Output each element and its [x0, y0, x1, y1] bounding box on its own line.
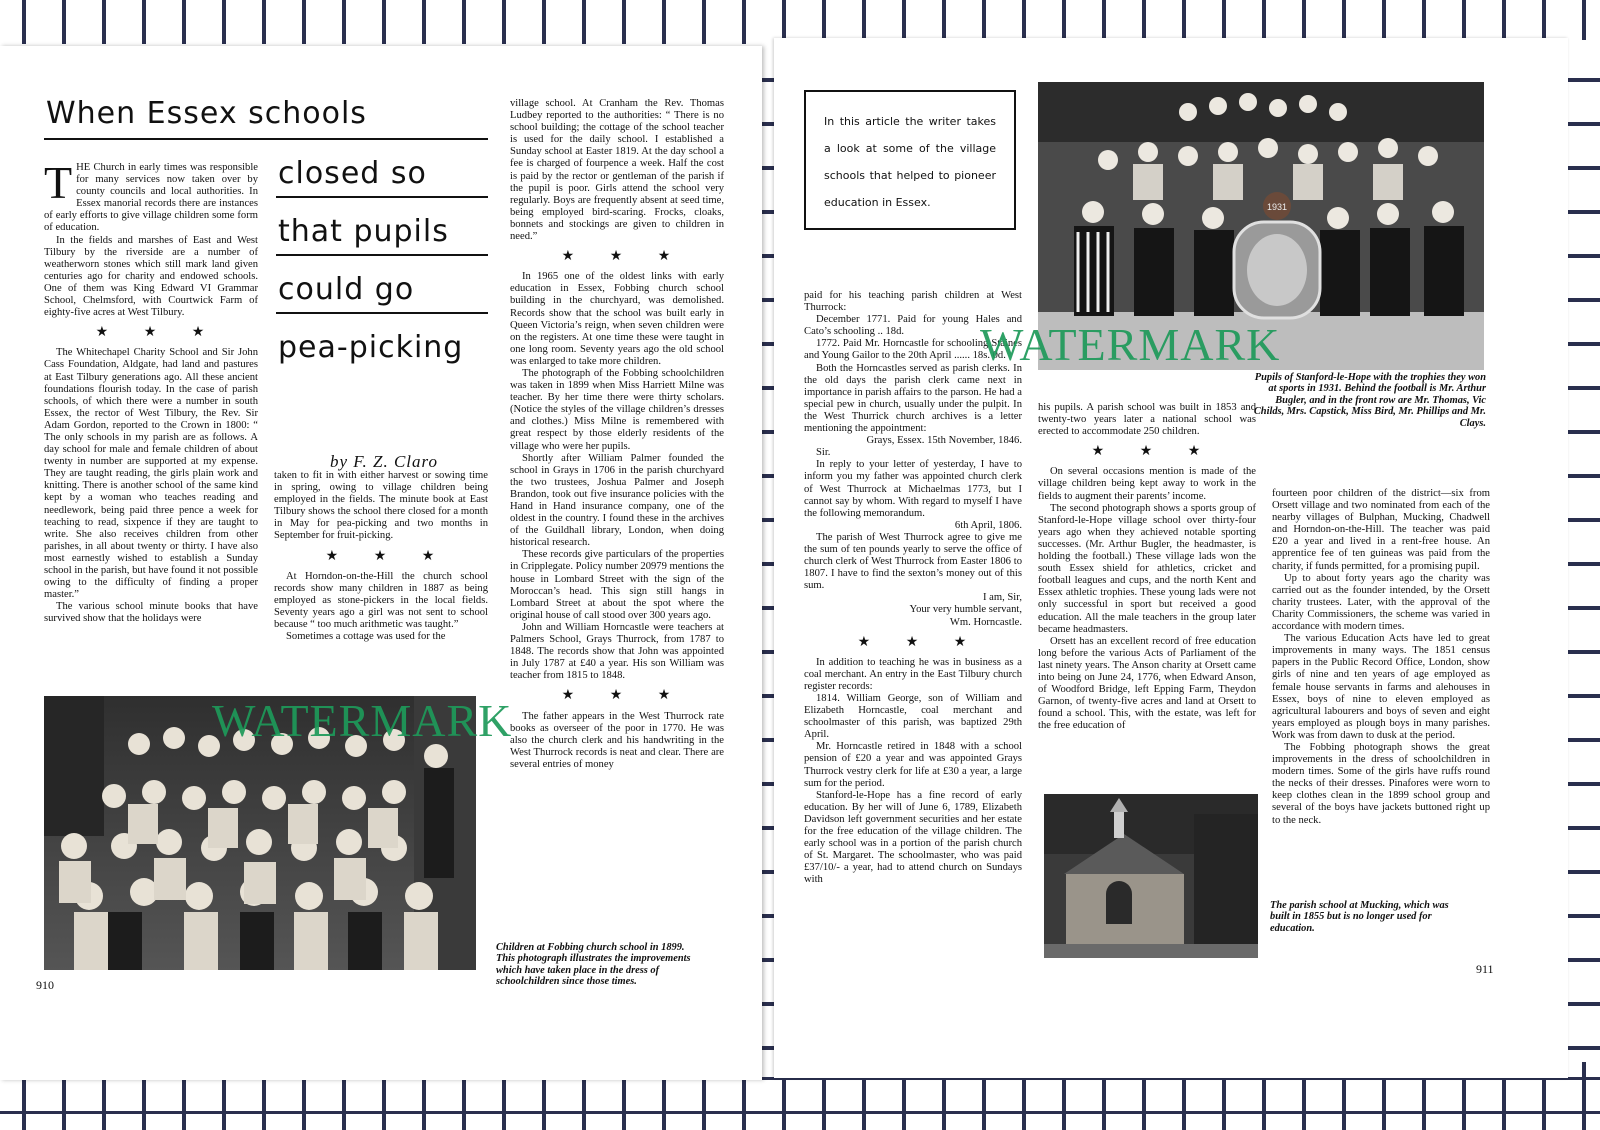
- letter-closing: I am, Sir,: [982, 592, 1022, 604]
- paragraph: John and William Horncastle were teachers at Palmers School, Grays Thurrock, from 1787 to 1848. The records show that John was appointed in July 1787 at £40 a year. His son William was teacher from 1815 to 1848.: [510, 621, 724, 682]
- paragraph: On several occasions mention is made of the village children being kept away to work in the fields to augment their parents’ income.: [1038, 466, 1256, 502]
- headline-rule: [276, 196, 488, 198]
- paragraph: In addition to teaching he was in business as a coal merchant. An entry in the East Tilbury church register records:: [804, 656, 1022, 692]
- right-page: [774, 38, 1568, 1078]
- paragraph: The photograph of the Fobbing schoolchildren was taken in 1899 when Miss Harriett Milne was teacher. By her time there were thirty scholars. (Notice the styles of the village children’s dresses and clothes.) Miss Milne is remembered with great respect by those elderly residents of the village who were her pupils.: [510, 367, 724, 452]
- paragraph: Up to about forty years ago the charity was carried out as the founder intended, by the Orsett charity trustees. Later, with the approval of the Charity Commissioners, the scheme was varied in accordance with modern times.: [1272, 572, 1490, 633]
- paragraph: Shortly after William Palmer founded the school in Grays in 1706 in the parish churchyard the two trustees, Joshua Palmer and Joseph Brandon, took out five insurance policies with the Hand in Hand insurance company, one of the oldest in the country. I found these in the archives of the Guildhall library, London, when doing historical research.: [510, 452, 724, 549]
- letter-closing: Your very humble servant,: [909, 604, 1022, 616]
- paragraph: The parish of West Thurrock agree to give me the sum of ten pounds yearly to serve the office of church clerk of West Thurrock from Easter 1806 to 1807. I have to find the sexton’s money out of this sum.: [804, 531, 1022, 592]
- letter-date: 6th April, 1806.: [954, 519, 1022, 531]
- section-separator: ★ ★ ★: [857, 634, 983, 650]
- section-separator: ★ ★ ★: [561, 249, 687, 265]
- headline-line-4: could go: [278, 272, 415, 307]
- mucking-photo-caption: The parish school at Mucking, which was built in 1855 but is no longer used for education.: [1270, 900, 1449, 934]
- scanner-background-right: [1566, 40, 1600, 1070]
- paragraph: fourteen poor children of the district—six from Orsett village and two nominated from each of the nearby villages of Bulphan, Mucking, Chadwell and Horndon-on-the-Hill. The teacher was paid £20 a year and lived in a rent-free house. An apprentice fee of ten guineas was paid from the charity, if funds permitted, for a promising pupil.: [1272, 488, 1490, 572]
- paragraph: Both the Horncastles served as parish clerks. In the old days the parish clerk came next in importance in parish affairs to the parson. He had a special pew in church, usually under the pulpit. In the West Thurrick church archives is a letter mentioning the appointment:: [804, 362, 1022, 435]
- paragraph: The father appears in the West Thurrock rate books as overseer of the poor in 1770. He was also the church clerk and his handwriting in the West Thurrock records is neat and clear. There are several entries of money: [510, 710, 724, 770]
- page-number: 910: [36, 978, 54, 992]
- paragraph: his pupils. A parish school was built in 1853 and twenty-two years later a national school was erected to accommodate 250 children.: [1038, 402, 1256, 438]
- article-column-1: [44, 157, 258, 625]
- account-entry: 1772. Paid Mr. Horncastle for schooling Staines and Young Gailor to the 20th April ...... 18s. 0d.: [804, 338, 1022, 362]
- section-separator: ★ ★ ★: [325, 548, 451, 564]
- paragraph: The various school minute books that have survived show that the holidays were: [44, 601, 258, 625]
- mucking-school-photo: [1044, 794, 1258, 958]
- fobbing-photo-caption: Children at Fobbing church school in 1899. This photograph illustrates the improvements which have taken place in the dress of schoolchildren since those times.: [496, 942, 691, 988]
- photo-drawing: [1044, 794, 1258, 958]
- paragraph: The Fobbing photograph shows the great improvements in the dress of schoolchildren in modern times. Some of the girls have ruffs round the necks of their dresses. Pinafores were worn to keep clothes clean in the 1899 school group and several of the boys have jackets buttoned right up to the neck.: [1272, 741, 1490, 826]
- article-column-4: [804, 290, 1022, 887]
- paragraph: In the fields and marshes of East and West Tilbury by the riverside are a number of weatherworn stones which still mark land given centuries ago for charity and endowed schools. One of them was King Edward VI Grammar School, Chelmsford, with Courtwick Farm of eighty-five acres at West Tilbury.: [44, 234, 258, 319]
- article-column-3: [510, 98, 724, 771]
- paragraph: THE Church in early times was responsible for many services now taken over by county councils and local authorities. In Essex manorial records there are instances of early efforts to give village children some form of education.: [44, 157, 258, 234]
- paragraph: These records give particulars of the properties in Cripplegate. Policy number 20979 mentions the house in Lombard Street with the sign of the Moroccan’s head. This sign still hangs in Lombard Street at about the spot where the original house of call stood over 300 years ago.: [510, 549, 724, 621]
- article-column-2: [274, 470, 488, 643]
- headline-line-2: closed so: [278, 156, 427, 191]
- paragraph: The various Education Acts have led to great improvements in many ways. The 1851 census papers in the Public Record Office, London, show girls of nine and ten years of age employed as female house servants in farms and alehouses in Essex, boys of nine to eleven employed as agricultural labourers and boys of seven and eight years employed as plough boys in many parishes. Work was from dawn to dusk at the period.: [1272, 633, 1490, 741]
- paragraph: Mr. Horncastle retired in 1848 with a school pension of £20 a year and was appointed Grays Thurrock vestry clerk for life at £30 a year, a large sum for the period.: [804, 741, 1022, 789]
- football-label: 1931: [1266, 202, 1288, 212]
- paragraph: The second photograph shows a sports group of Stanford-le-Hope village school over thirty-four years ago when they achieved notable sporting successes. (Mr. Arthur Bugler, the headmaster, is holding the football.) These village lads won the south Essex shield for athletics, cricket and football leagues and cups, and the north Kent and Essex athletic trophies. These young lads were not only successful in sport but received a good education. All the male teachers in the group later became headmasters.: [1038, 502, 1256, 635]
- headline-line-5: pea-picking: [278, 330, 464, 365]
- paragraph: Sometimes a cottage was used for the: [286, 631, 446, 643]
- letter-salutation: Sir.: [816, 447, 831, 459]
- paragraph: In 1965 one of the oldest links with early education in Essex, Fobbing church school building in the churchyard, was demolished. Records show that the school was built early in Queen Victoria’s reign, when seven children were on the registers. At one time these were taught in one long room. Seventy years ago the old school was enlarged to take more children.: [510, 271, 724, 367]
- headline-rule: [276, 312, 488, 314]
- article-intro-box: In this article the writer takes a look at some of the village schools that helped to pioneer education in Essex.: [804, 90, 1016, 230]
- paragraph: paid for his teaching parish children at West Thurrock:: [804, 290, 1022, 314]
- paragraph: At Horndon-on-the-Hill the church school records show many children in 1887 as being employed as stone-pickers in the local fields. Seventy years ago a girl was not sent to school because “ too much arithmetic was taught.”: [274, 570, 488, 631]
- drop-cap: T: [44, 157, 73, 208]
- paragraph: taken to fit in with either harvest or sowing time in spring, owing to village children being employed in the fields. The minute book at East Tilbury shows the school there closed for a month in May for pea-picking and two months in September for fruit-picking.: [274, 470, 488, 542]
- letter-address: Grays, Essex. 15th November, 1846.: [866, 435, 1022, 447]
- paragraph: village school. At Cranham the Rev. Thomas Ludbey reported to the authorities: “ There is no school building; the cottage of the school teacher is used for the daily school. I established a Sunday school at Easter 1819. At the day school a fee is charged of fourpence a week. Half the cost is paid by the rector or gentleman of the parish if the pupil is poor. Girls attend the school very regularly. Boys are frequently absent at seed time, being employed bird-scaring. Frocks, cloaks, bonnets and stockings are given to children in need.”: [510, 98, 724, 243]
- headline-rule: [44, 138, 488, 140]
- headline-line-1: When Essex schools: [46, 96, 367, 131]
- paragraph: The Whitechapel Charity School and Sir John Cass Foundation, Aldgate, had land and pastures at East Tilbury generations ago. All these ancient foundations flourish today. In the case of parish schools, of which there were a number in south Essex, the rector of West Tilbury, the Rev. Sir Adam Gordon, reported to the Crown in 1800: “ The only schools in my parish are as follows. A day school for male and female children of about twenty in number are supported at my expense. They are taught reading, the girls plain work and knitting. There is another school of the same kind kept by a woman who teaches reading and needlework, being paid three pence a week for teaching to read, sixpence if they are taught to write. She also receives children from other parishes, in all about twenty or thirty. I have also most earnestly wished to establish a Sunday school in the parish, but have found it not possible owing to the difficulty of finding a proper master.”: [44, 347, 258, 601]
- paragraph: Stanford-le-Hope has a fine record of early education. By her will of June 6, 1789, Elizabeth Davidson left government securities and her estate for the free education of the village children. The early school was in a portion of the parish church of St. Margaret. The schoolmaster, who was paid £37/10/- a year, had to attend church on Sundays with: [804, 789, 1022, 886]
- register-entry: 1814. William George, son of William and Elizabeth Horncastle, coal merchant and schoolmaster of this parish, was baptized 29th April.: [804, 693, 1022, 741]
- letter-signature: Wm. Horncastle.: [949, 616, 1022, 628]
- byline: by F. Z. Claro: [330, 452, 438, 471]
- account-entry: December 1771. Paid for young Hales and Cato’s schooling .. 18d.: [804, 314, 1022, 338]
- section-separator: ★ ★ ★: [1091, 444, 1217, 460]
- sports-photo-caption: Pupils of Stanford-le-Hope with the trophies they won at sports in 1931. Behind the football is Mr. Arthur Bugler, and in the front row are Mr. Thomas, Vic Childs, Mrs. Capstick, Miss Bird, Mr. Phillips and Mr. Clays.: [1253, 372, 1486, 429]
- paragraph: In reply to your letter of yesterday, I have to inform you my father was appointed church clerk of West Thurrock at Michaelmas 1773, but I cannot say by whom. With regard to myself I have the following memorandum.: [804, 459, 1022, 519]
- headline-rule: [276, 254, 488, 256]
- page-number: 911: [1476, 962, 1494, 976]
- section-separator: ★ ★ ★: [95, 325, 221, 341]
- article-column-6: [1272, 488, 1490, 827]
- article-column-5: [1038, 402, 1256, 732]
- paragraph: Orsett has an excellent record of free education long before the various Acts of Parliament of the last ninety years. The Anson charity at Orsett came into being on June 24, 1776, when Edward Anson, of Woodford Bridge, left Epping Farm, Theydon Garnon, of twenty-five acres and land at Orsett to found a school. This, with the estate, was left for the free education of: [1038, 635, 1256, 732]
- headline-line-3: that pupils: [278, 214, 449, 249]
- section-separator: ★ ★ ★: [561, 688, 687, 704]
- watermark-overlay: WATERMARK: [980, 319, 1281, 370]
- left-page: [0, 46, 762, 1080]
- watermark-overlay: WATERMARK: [212, 695, 513, 746]
